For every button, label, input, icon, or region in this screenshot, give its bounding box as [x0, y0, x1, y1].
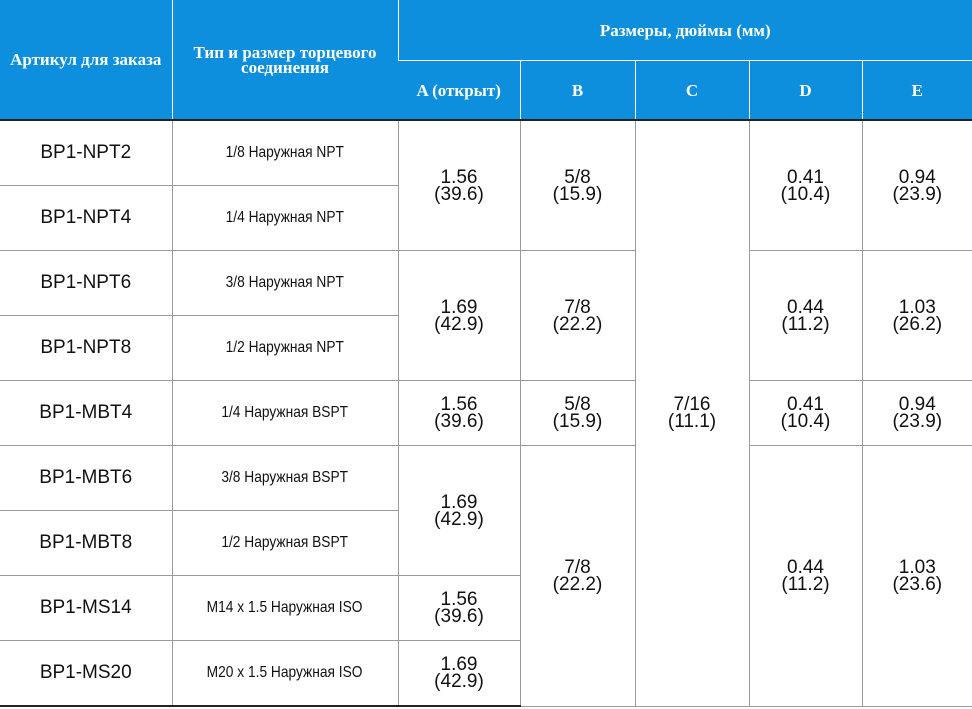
header-article: Артикул для заказа	[0, 0, 172, 120]
dim-d-inch: 0.41	[787, 166, 824, 188]
dim-d-mm: (10.4)	[780, 411, 831, 432]
connection-type-text: 1/4 Наружная NPT	[225, 209, 345, 226]
dim-e-mm: (26.2)	[892, 313, 943, 335]
dim-b-inch: 7/8	[564, 556, 591, 578]
dim-e-inch: 1.03	[898, 556, 936, 578]
article-cell: BP1-MBT8	[0, 511, 172, 576]
connection-type-text: 3/8 Наружная BSPT	[221, 469, 349, 486]
dim-e-cell	[862, 251, 972, 381]
table-row	[0, 251, 972, 316]
header-col-c: C	[635, 61, 749, 121]
connection-type-text: 1/8 Наружная NPT	[225, 144, 345, 161]
dim-b-mm: (15.9)	[552, 411, 603, 432]
connection-type-cell	[172, 446, 398, 511]
article-cell: BP1-MBT6	[0, 446, 172, 511]
header-col-e: E	[862, 61, 972, 121]
dim-c-inch: 7/16	[673, 394, 711, 416]
dim-d-inch: 0.44	[787, 556, 824, 578]
dim-c-cell	[635, 120, 749, 706]
dim-e-inch: 0.94	[898, 394, 936, 415]
dim-a-inch: 1.69	[440, 491, 478, 513]
dim-e-mm: (23.9)	[892, 411, 943, 432]
connection-type-text: 1/2 Наружная BSPT	[221, 534, 349, 551]
table-row	[0, 120, 972, 186]
dim-d-cell	[749, 381, 862, 446]
connection-type-text: 1/2 Наружная NPT	[225, 339, 345, 356]
dim-d-cell	[749, 446, 862, 707]
dim-a-cell	[398, 381, 520, 446]
dim-e-cell	[862, 120, 972, 251]
header-col-a: A (открыт)	[398, 61, 520, 121]
dim-a-cell	[398, 251, 520, 381]
dim-d-cell	[749, 251, 862, 381]
table-row	[0, 446, 972, 511]
dim-e-inch: 1.03	[898, 296, 936, 318]
dim-b-cell	[520, 381, 635, 446]
connection-type-cell	[172, 576, 398, 641]
connection-type-cell	[172, 381, 398, 446]
dim-b-cell	[520, 251, 635, 381]
connection-type-cell	[172, 251, 398, 316]
connection-type-cell	[172, 186, 398, 251]
dim-c-mm: (11.1)	[667, 411, 717, 433]
article-cell: BP1-MBT4	[0, 381, 172, 446]
dim-a-inch: 1.56	[440, 166, 478, 188]
dim-a-mm: (42.9)	[434, 508, 484, 530]
dim-d-mm: (10.4)	[780, 183, 831, 205]
header-connection-type: Тип и размер торцевого соединения	[172, 0, 398, 120]
dim-b-inch: 7/8	[564, 296, 591, 318]
table-row	[0, 381, 972, 446]
dim-a-mm: (39.6)	[434, 606, 484, 627]
header-dimensions: Размеры, дюймы (мм)	[398, 0, 972, 61]
dim-b-mm: (22.2)	[552, 313, 603, 335]
header-col-b: B	[520, 61, 635, 121]
dim-a-inch: 1.56	[440, 394, 478, 415]
connection-type-text: M14 x 1.5 Наружная ISO	[207, 599, 363, 616]
dim-e-mm: (23.9)	[892, 183, 943, 205]
dim-a-mm: (39.6)	[434, 411, 484, 432]
dim-d-inch: 0.44	[787, 296, 824, 318]
dim-b-inch: 5/8	[564, 394, 591, 415]
article-cell: BP1-NPT2	[0, 120, 172, 186]
dim-a-mm: (39.6)	[434, 183, 484, 205]
dim-d-inch: 0.41	[787, 394, 824, 415]
dim-d-cell	[749, 120, 862, 251]
connection-type-cell	[172, 120, 398, 186]
dim-a-cell	[398, 446, 520, 576]
connection-type-text: 1/4 Наружная BSPT	[221, 404, 349, 421]
article-cell: BP1-NPT6	[0, 251, 172, 316]
article-cell: BP1-NPT4	[0, 186, 172, 251]
dim-a-inch: 1.56	[440, 589, 478, 610]
dim-a-inch: 1.69	[440, 296, 478, 318]
dim-e-mm: (23.6)	[892, 573, 943, 595]
dim-a-cell	[398, 576, 520, 641]
dim-a-inch: 1.69	[440, 654, 478, 675]
article-cell: BP1-MS20	[0, 641, 172, 707]
dim-d-mm: (11.2)	[781, 313, 830, 335]
dim-a-mm: (42.9)	[434, 313, 484, 335]
dim-a-cell	[398, 120, 520, 251]
dim-d-mm: (11.2)	[781, 573, 830, 595]
article-cell: BP1-MS14	[0, 576, 172, 641]
dim-b-mm: (22.2)	[552, 573, 603, 595]
connection-type-cell	[172, 641, 398, 707]
connection-type-cell	[172, 511, 398, 576]
header-col-d: D	[749, 61, 862, 121]
dim-e-inch: 0.94	[898, 166, 936, 188]
connection-type-text: M20 x 1.5 Наружная ISO	[207, 664, 363, 681]
dim-b-cell	[520, 120, 635, 251]
dim-e-cell	[862, 381, 972, 446]
dim-b-cell	[520, 446, 635, 707]
dim-e-cell	[862, 446, 972, 707]
dim-a-mm: (42.9)	[434, 671, 484, 692]
connection-type-text: 3/8 Наружная NPT	[225, 274, 345, 291]
connection-type-cell	[172, 316, 398, 381]
dim-b-mm: (15.9)	[552, 183, 603, 205]
article-cell: BP1-NPT8	[0, 316, 172, 381]
dim-a-cell	[398, 641, 520, 707]
dim-b-inch: 5/8	[564, 166, 591, 188]
